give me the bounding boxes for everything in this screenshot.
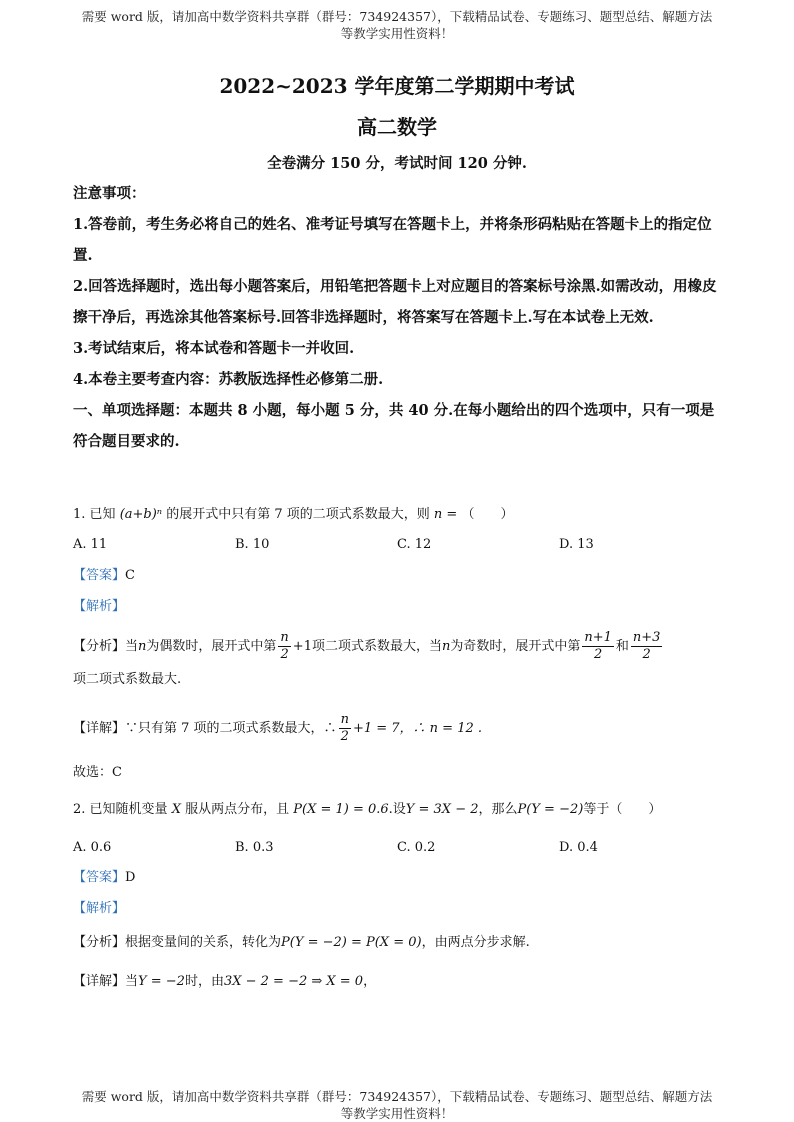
q1-fenxi-cont bbox=[73, 670, 723, 690]
q1-analysis-tag: 【解析】 bbox=[73, 599, 126, 614]
section-1-heading: 一、单项选择题：本题共 8 小题，每小题 5 分，共 40 分.在每小题给出的四个选项中，只有一项是符合题目要求的. bbox=[73, 402, 715, 450]
q2-xiangjie-c: ， bbox=[363, 974, 377, 989]
q2-options bbox=[73, 838, 723, 858]
exam-subject: 高二数学 bbox=[357, 115, 437, 139]
q1-frac-4-den: 2 bbox=[340, 729, 349, 744]
q1-xiangjie-b: +1 = 7，∴ n = 12 . bbox=[352, 721, 482, 736]
q1-answer-value: C bbox=[125, 568, 135, 583]
q1-fenxi-f: 项二项式系数最大. bbox=[73, 672, 182, 687]
q1-mid: 的展开式中只有第 7 项的二项式系数最大，则 bbox=[166, 507, 430, 522]
q2-option-b[interactable]: B. 0.3 bbox=[235, 840, 274, 855]
q1-conclusion: 故选：C bbox=[73, 765, 122, 780]
q1-blank: （ ） bbox=[461, 507, 514, 522]
q2-xiangjie-expr2: 3X − 2 = −2 ⇒ X = 0 bbox=[223, 974, 364, 989]
q1-frac-3-den: 2 bbox=[642, 647, 651, 662]
q2-xiangjie-tag: 【详解】 bbox=[73, 974, 126, 989]
q2-analysis-tag: 【解析】 bbox=[73, 901, 126, 916]
q1-frac-2 bbox=[582, 630, 614, 663]
q2-xiangjie-b: 时，由 bbox=[184, 974, 224, 989]
notice-item-1: 1.答卷前，考生务必将自己的姓名、准考证号填写在答题卡上，并将条形码粘贴在答题卡上的指定位置. bbox=[73, 216, 712, 264]
q1-stem bbox=[73, 505, 723, 525]
q2-xiangjie-expr1: Y = −2 bbox=[138, 974, 185, 989]
q1-option-b[interactable]: B. 10 bbox=[235, 537, 270, 552]
q1-frac-1-den: 2 bbox=[280, 647, 289, 662]
q1-fenxi-d: 为奇数时，展开式中第 bbox=[450, 639, 581, 654]
q2-mid3: ，那么 bbox=[478, 802, 518, 817]
q1-fenxi-c: +1项二项式系数最大，当 bbox=[292, 639, 442, 654]
q1-analysis bbox=[73, 597, 723, 617]
q2-var-x: X bbox=[171, 802, 181, 817]
q2-expr2: Y = 3X − 2 bbox=[405, 802, 479, 817]
q1-frac-2-den: 2 bbox=[593, 647, 603, 662]
q1-xiangjie bbox=[73, 712, 723, 746]
q1-options bbox=[73, 535, 723, 555]
notice-item-2: 2.回答选择题时，选出每小题答案后，用铅笔把答题卡上对应题目的答案标号涂黑.如需改动，用橡皮擦干净后，再选涂其他答案标号.回答非选择题时，将答案写在答题卡上.写在本试卷上无效. bbox=[73, 278, 717, 326]
q2-answer-tag: 【答案】 bbox=[73, 870, 126, 885]
header-banner bbox=[60, 8, 734, 42]
q1-answer-tag: 【答案】 bbox=[73, 568, 126, 583]
q2-fenxi-expr: P(Y = −2) = P(X = 0) bbox=[281, 935, 422, 950]
q1-frac-1-num: n bbox=[280, 630, 289, 645]
q1-frac-1 bbox=[278, 630, 290, 663]
q1-option-a[interactable]: A. 11 bbox=[73, 537, 108, 552]
q1-xiangjie-tag: 【详解】 bbox=[73, 721, 126, 736]
q1-frac-3 bbox=[631, 630, 663, 663]
q1-fenxi bbox=[73, 630, 723, 664]
exam-info: 全卷满分 150 分，考试时间 120 分钟. bbox=[267, 155, 527, 172]
q1-fenxi-a: 当 bbox=[125, 639, 139, 654]
footer-line-1: 需要 word 版，请加高中数学资料共享群（群号：734924357），下载精品试卷、专题练习、题型总结、解题方法 bbox=[81, 1089, 713, 1104]
exam-title: 2022~2023 学年度第二学期期中考试 bbox=[219, 74, 575, 98]
q2-option-d[interactable]: D. 0.4 bbox=[559, 840, 598, 855]
q1-xiangjie-a: ∵只有第 7 项的二项式系数最大，∴ bbox=[125, 721, 337, 736]
header-line-2: 等教学实用性资料！ bbox=[340, 26, 454, 41]
q1-prefix: 1. 已知 bbox=[73, 507, 116, 522]
q2-fenxi bbox=[73, 933, 723, 953]
q1-frac-3-num: n+3 bbox=[632, 630, 661, 645]
q2-suffix: 等于（ ） bbox=[583, 802, 662, 817]
q2-fenxi-tag: 【分析】 bbox=[73, 935, 126, 950]
q2-analysis bbox=[73, 899, 723, 919]
q1-option-d[interactable]: D. 13 bbox=[559, 537, 594, 552]
q2-prefix: 2. 已知随机变量 bbox=[73, 802, 168, 817]
q2-stem bbox=[73, 800, 723, 820]
q2-xiangjie bbox=[73, 972, 723, 992]
q1-fenxi-b: 为偶数时，展开式中第 bbox=[146, 639, 277, 654]
q2-expr3: P(Y = −2) bbox=[517, 802, 584, 817]
notice-heading: 注意事项： bbox=[73, 185, 146, 202]
notice-item-3: 3.考试结束后，将本试卷和答题卡一并收回. bbox=[73, 340, 355, 357]
q2-answer bbox=[73, 868, 723, 888]
q2-xiangjie-a: 当 bbox=[125, 974, 139, 989]
q2-mid: 服从两点分布，且 bbox=[185, 802, 290, 817]
q2-answer-value: D bbox=[125, 870, 136, 885]
q2-fenxi-a: 根据变量间的关系，转化为 bbox=[125, 935, 282, 950]
q1-expr: (a+b)ⁿ bbox=[119, 507, 163, 522]
q1-frac-4-num: n bbox=[340, 712, 349, 727]
notice-section bbox=[73, 178, 723, 457]
q1-fenxi-tag: 【分析】 bbox=[73, 639, 126, 654]
q2-expr1: P(X = 1) = 0.6 bbox=[293, 802, 389, 817]
footer-line-2: 等教学实用性资料！ bbox=[340, 1106, 454, 1121]
notice-item-4: 4.本卷主要考查内容：苏教版选择性必修第二册. bbox=[73, 371, 384, 388]
q2-option-c[interactable]: C. 0.2 bbox=[397, 840, 436, 855]
q1-option-c[interactable]: C. 12 bbox=[397, 537, 432, 552]
q2-mid2: .设 bbox=[388, 802, 406, 817]
header-line-1: 需要 word 版，请加高中数学资料共享群（群号：734924357），下载精品试卷、专题练习、题型总结、解题方法 bbox=[81, 9, 713, 24]
q1-answer bbox=[73, 566, 723, 586]
q2-fenxi-b: ，由两点分步求解. bbox=[421, 935, 530, 950]
footer-banner bbox=[60, 1088, 734, 1122]
q1-var: n = bbox=[433, 507, 458, 522]
q1-frac-2-num: n+1 bbox=[584, 630, 612, 645]
q1-fenxi-e: 和 bbox=[615, 639, 629, 654]
q1-fenxi-n: n bbox=[138, 639, 147, 654]
q1-frac-4 bbox=[339, 712, 351, 745]
q2-option-a[interactable]: A. 0.6 bbox=[73, 840, 112, 855]
q1-fenxi-n2: n bbox=[441, 639, 451, 654]
